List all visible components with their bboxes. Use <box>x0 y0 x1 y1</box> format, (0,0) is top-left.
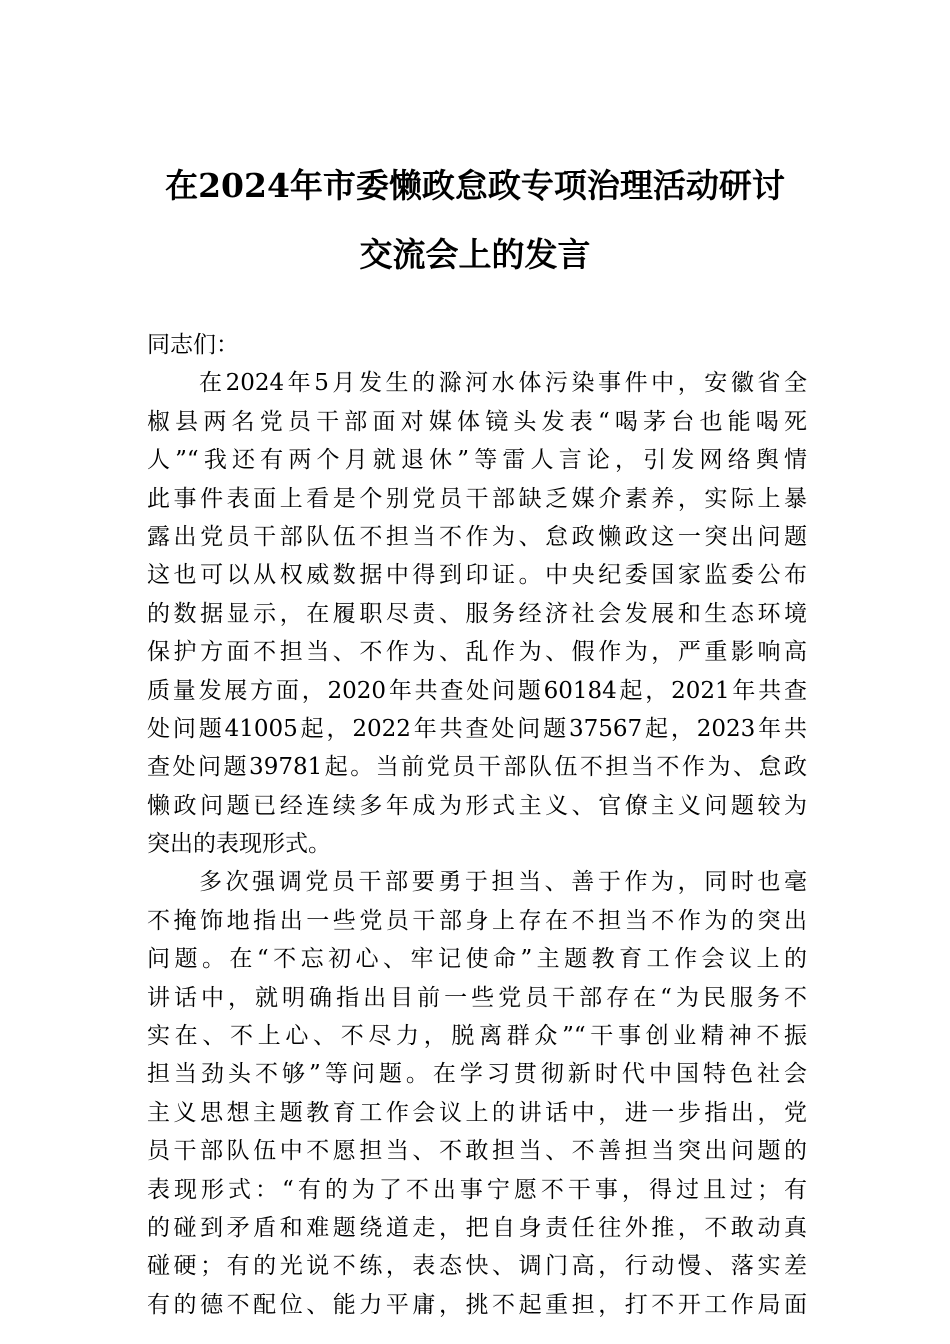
paragraph-line: 讲话中，就明确指出目前一些党员干部存在“为民服务不 <box>147 984 807 1011</box>
paragraph-line: 的碰到矛盾和难题绕道走，把自身责任往外推，不敢动真 <box>147 1214 807 1241</box>
paragraph-line: 表现形式：“有的为了不出事宁愿不干事，得过且过；有 <box>147 1176 807 1203</box>
paragraph-line: 多次强调党员干部要勇于担当、善于作为，同时也毫 <box>199 869 807 896</box>
paragraph-line: 这也可以从权威数据中得到印证。中央纪委国家监委公布 <box>147 562 807 589</box>
paragraph-line: 露出党员干部队伍不担当不作为、怠政懒政这一突出问题 <box>147 523 807 550</box>
paragraph-line: 人”“我还有两个月就退休”等雷人言论，引发网络舆情 <box>147 447 807 474</box>
document-title-line-1: 在2024年市委懒政怠政专项治理活动研讨 <box>165 166 785 205</box>
document-title-line-2: 交流会上的发言 <box>359 235 591 274</box>
paragraph-line: 懒政问题已经连续多年成为形式主义、官僚主义问题较为 <box>147 792 807 819</box>
paragraph-line: 实在、不上心、不尽力，脱离群众”“干事创业精神不振 <box>147 1023 807 1050</box>
paragraph-line: 的数据显示，在履职尽责、服务经济社会发展和生态环境 <box>147 600 807 627</box>
paragraph-line: 保护方面不担当、不作为、乱作为、假作为，严重影响高 <box>147 639 807 666</box>
document-body <box>147 326 807 1324</box>
salutation: 同志们： <box>147 332 239 358</box>
paragraph-line: 问题。在“不忘初心、牢记使命”主题教育工作会议上的 <box>147 946 807 973</box>
paragraph-line: 突出的表现形式。 <box>147 831 331 858</box>
paragraph-line: 在2024年5月发生的滁河水体污染事件中，安徽省全 <box>199 370 807 397</box>
paragraph-line: 处问题41005起，2022年共查处问题37567起，2023年共 <box>147 715 807 742</box>
paragraph-2 <box>147 863 807 1324</box>
paragraph-line: 主义思想主题教育工作会议上的讲话中，进一步指出，党 <box>147 1099 807 1126</box>
paragraph-line: 碰硬；有的光说不练，表态快、调门高，行动慢、落实差 <box>147 1253 807 1280</box>
paragraph-line: 有的德不配位、能力平庸，挑不起重担，打不开工作局面 <box>147 1291 807 1318</box>
paragraph-line: 查处问题39781起。当前党员干部队伍不担当不作为、怠政 <box>147 754 807 781</box>
paragraph-line: 员干部队伍中不愿担当、不敢担当、不善担当突出问题的 <box>147 1138 807 1165</box>
paragraph-line: 椒县两名党员干部面对媒体镜头发表“喝茅台也能喝死 <box>147 408 807 435</box>
paragraph-1 <box>147 364 807 863</box>
paragraph-line: 质量发展方面，2020年共查处问题60184起，2021年共查 <box>147 677 807 704</box>
paragraph-line: 担当劲头不够”等问题。在学习贯彻新时代中国特色社会 <box>147 1061 807 1088</box>
paragraph-line: 不掩饰地指出一些党员干部身上存在不担当不作为的突出 <box>147 907 807 934</box>
paragraph-line: 此事件表面上看是个别党员干部缺乏媒介素养，实际上暴 <box>147 485 807 512</box>
